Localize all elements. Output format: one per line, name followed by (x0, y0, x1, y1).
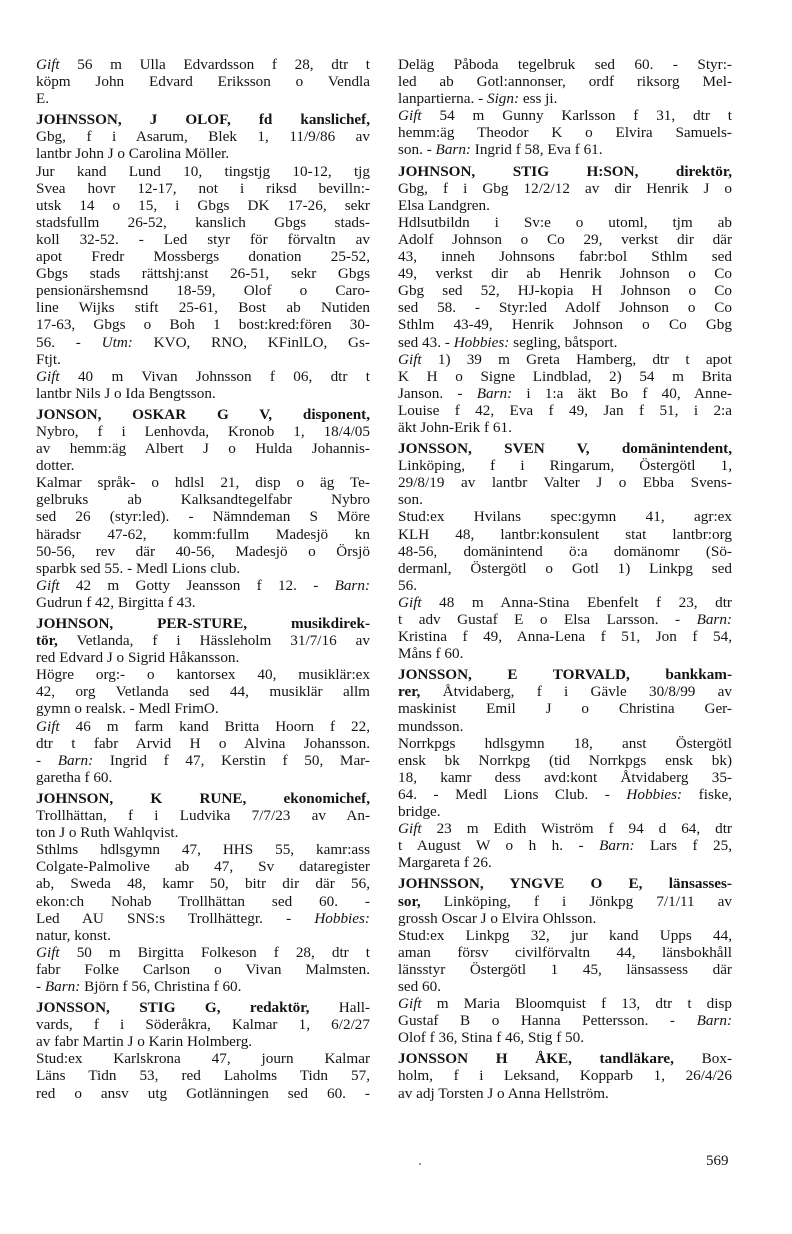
text-line (36, 632, 370, 649)
text-run: stadsfullm 26-52, kanslich Gbgs stads- (36, 213, 370, 231)
text-run: Vetlanda, f i Hässleholm 31/7/16 av (57, 632, 370, 650)
text-run: segling, båtsport. (509, 333, 618, 351)
text-run: Linköping, f i Ringarum, Östergötl 1, (398, 457, 732, 475)
text-line (36, 735, 370, 752)
text-run: ensk bk Norrkpg (tid Norrkpgs ensk bk) (398, 751, 732, 769)
text-line (398, 440, 732, 457)
text-run: maskinist Emil J o Christina Ger- (398, 700, 732, 718)
text-line (398, 820, 732, 837)
text-run: Louise f 42, Eva f 49, Jan f 51, i 2:a (398, 401, 732, 419)
text-run: t August W o h h. - (398, 837, 600, 855)
text-line (36, 875, 370, 892)
text-run: Linköping, f i Jönkpg 7/1/11 av (420, 892, 732, 910)
text-run: köpm John Edvard Eriksson o Vendla (36, 73, 370, 91)
text-run: häradsr 47-62, komm:fullm Madesjö kn (36, 525, 370, 543)
text-run: fabr Folke Carlson o Vivan Malmsten. (36, 960, 370, 978)
entry-heading: JOHNSSON, YNGVE O E, länsasses- (398, 875, 732, 893)
text-line (398, 526, 732, 543)
text-run: dotter. (36, 457, 75, 475)
text-run: dtr t fabr Arvid H o Alvina Johansson. (36, 734, 370, 752)
text-run: Kristina f 49, Anna-Lena f 51, Jon f 54, (398, 628, 732, 646)
text-run: Måns f 60. (398, 645, 464, 663)
text-line (398, 944, 732, 961)
text-line (36, 128, 370, 145)
text-line (36, 649, 370, 666)
page-number: 569 (706, 1153, 729, 1169)
text-run: ab, Sweda 48, kamr 50, bitr dir där 56, (36, 875, 370, 893)
text-line (398, 508, 732, 525)
text-line (36, 406, 370, 423)
text-run: mundsson. (398, 717, 464, 735)
italic-label: Barn: (696, 1012, 732, 1030)
text-line (36, 807, 370, 824)
entry-heading: JONSSON, STIG G, redaktör, (36, 999, 310, 1017)
text-line (36, 231, 370, 248)
text-line (398, 419, 732, 436)
text-line (398, 334, 732, 351)
text-run: Stud:ex Linkpg 32, jur kand Upps 44, (398, 926, 732, 944)
italic-label: Barn: (334, 576, 370, 594)
text-run: 64. - Medl Lions Club. - (398, 785, 627, 803)
text-run: i 1:a äkt Bo f 40, Anne- (512, 384, 732, 402)
text-line (36, 700, 370, 717)
text-run: Trollhättan, f i Ludvika 7/7/23 av An- (36, 807, 370, 825)
entry-heading: rer, (398, 683, 421, 701)
text-line (36, 615, 370, 632)
entry-heading: JONSSON H ÅKE, tandläkare, (398, 1050, 674, 1068)
text-line (398, 961, 732, 978)
text-run: Colgate-Palmolive ab 47, Sv dataregister (36, 858, 370, 876)
text-line (36, 457, 370, 474)
text-run: ton J o Ruth Wahlqvist. (36, 824, 179, 842)
text-line (398, 299, 732, 316)
text-run: 40 m Vivan Johnsson f 06, dtr t (59, 367, 370, 385)
text-run: Deläg Påboda tegelbruk sed 60. - Styr:- (398, 56, 732, 73)
entry-heading: JONSSON, SVEN V, domänintendent, (398, 440, 732, 458)
text-run: 29/8/19 av lantbr Valter J o Ebba Svens- (398, 474, 732, 492)
text-line (36, 197, 370, 214)
text-run: Svea hovr 12-17, not i riksd bevilln:- (36, 179, 370, 197)
text-run: 42 m Gotty Jeansson f 12. - (59, 576, 335, 594)
text-line (36, 683, 370, 700)
text-run: av hemm:äg Albert J o Hulda Johannis- (36, 440, 370, 458)
text-run: gymn o realsk. - Medl FrimO. (36, 700, 219, 718)
text-line (36, 1067, 370, 1084)
text-run: hemm:äg Theodor K o Elvira Samuels- (398, 124, 732, 142)
italic-label: Gift (36, 56, 60, 73)
text-line (36, 145, 370, 162)
text-run: red o ansv utg Gotlänningen sed 60. - (36, 1084, 370, 1102)
text-line (398, 73, 732, 90)
text-line (36, 944, 370, 961)
text-run: Olof f 36, Stina f 46, Stig f 50. (398, 1029, 585, 1047)
text-line (398, 90, 732, 107)
text-line (36, 978, 370, 995)
italic-label: Barn: (696, 611, 732, 628)
text-run: Box- (673, 1050, 733, 1068)
entry-heading: sor, (398, 892, 421, 910)
text-line (36, 999, 370, 1016)
text-run: sparbk sed 55. - Medl Lions club. (36, 559, 241, 577)
text-line (398, 594, 732, 611)
text-line (398, 107, 732, 124)
italic-label: Hobbies: (626, 785, 683, 803)
text-line (398, 752, 732, 769)
text-run: gelbruks ab Kalksandtegelfabr Nybro (36, 491, 370, 509)
text-line (36, 265, 370, 282)
text-run: Åtvidaberg, f i Gävle 30/8/99 av (420, 683, 732, 701)
text-run: Högre org:- o kantorsex 40, musiklär:ex (36, 666, 370, 684)
right-column (398, 56, 732, 1102)
text-line (36, 180, 370, 197)
italic-label: Barn: (476, 384, 513, 402)
text-line (36, 163, 370, 180)
text-run: sed 26 (styr:led). - Nämndeman S Möre (36, 508, 370, 526)
text-line (36, 752, 370, 769)
text-run: Gustaf B o Hanna Pettersson. - (398, 1012, 697, 1030)
text-run: äkt John-Erik f 61. (398, 418, 512, 436)
text-line (398, 786, 732, 803)
text-line (36, 560, 370, 577)
text-line (398, 474, 732, 491)
text-run: Stud:ex Karlskrona 47, journ Kalmar (36, 1050, 370, 1068)
text-line (36, 1033, 370, 1050)
text-line (36, 790, 370, 807)
text-run: Hall- (309, 999, 370, 1017)
text-line (36, 718, 370, 735)
text-run: holm, f i Leksand, Kopparb 1, 26/4/26 (398, 1067, 732, 1085)
text-line (36, 440, 370, 457)
text-line (398, 577, 732, 594)
italic-label: Sign: (486, 90, 520, 108)
text-run: son. (398, 491, 423, 509)
text-run: fiske, (682, 785, 732, 803)
text-line (36, 841, 370, 858)
text-line (398, 666, 732, 683)
text-line (36, 73, 370, 90)
text-line (398, 351, 732, 368)
text-run: ekon:ch Nohab Trollhättan sed 60. - (36, 892, 370, 910)
text-line (398, 1050, 732, 1067)
text-run: grossh Oscar J o Elvira Ohlsson. (398, 909, 597, 927)
italic-label: Gift (398, 820, 422, 838)
text-run: Led AU SNS:s Trollhättegr. - (36, 909, 315, 927)
text-line (36, 910, 370, 927)
text-run: Norrkpgs hdlsgymn 18, anst Östergötl (398, 734, 732, 752)
text-run: E. (36, 90, 50, 108)
text-line (398, 402, 732, 419)
text-line (398, 628, 732, 645)
text-line (36, 858, 370, 875)
text-run: son. - (398, 141, 436, 159)
text-run: Lars f 25, (634, 837, 732, 855)
text-line (398, 645, 732, 662)
text-line (36, 111, 370, 128)
italic-label: Gift (398, 995, 422, 1013)
entry-heading: JOHNSSON, J OLOF, fd kanslichef, (36, 111, 370, 129)
text-line (398, 180, 732, 197)
text-line (36, 1016, 370, 1033)
text-run: av adj Torsten J o Anna Hellström. (398, 1084, 609, 1102)
text-line (398, 368, 732, 385)
text-run: 48 m Anna-Stina Ebenfelt f 23, dtr (421, 593, 732, 611)
text-line (398, 560, 732, 577)
text-run: Jur kand Lund 10, tingstjg 10-12, tjg (36, 162, 370, 180)
text-line (36, 423, 370, 440)
text-line (36, 666, 370, 683)
text-run: Sthlm 43-49, Henrik Johnson o Co Gbg (398, 316, 732, 334)
text-line (398, 248, 732, 265)
text-line (398, 457, 732, 474)
text-run: utsk 14 o 15, i Gbgs DK 17-26, sekr (36, 196, 370, 214)
text-run: Adolf Johnson o Co 29, verkst dir där (398, 230, 732, 248)
text-line (398, 1029, 732, 1046)
text-run: pensionärshemsnd 18-59, Olof o Caro- (36, 282, 370, 300)
text-run: Ingrid f 47, Kerstin f 50, Mar- (93, 751, 370, 769)
italic-label: Gift (36, 717, 60, 735)
text-line (36, 769, 370, 786)
text-run: Gbgs stads rättshj:anst 26-51, sekr Gbgs (36, 265, 370, 283)
text-run: länsstyr Östergötl 1 45, länsassess där (398, 960, 732, 978)
text-run: vards, f i Söderåkra, Kalmar 1, 6/2/27 (36, 1016, 370, 1034)
text-run: bridge. (398, 803, 441, 821)
text-line (36, 508, 370, 525)
text-line (398, 282, 732, 299)
text-run: sed 58. - Styr:led Adolf Johnson o Co (398, 299, 732, 317)
italic-label: Gift (398, 350, 422, 368)
text-run: - (36, 977, 45, 995)
text-line (36, 526, 370, 543)
text-run: Gudrun f 42, Birgitta f 43. (36, 593, 196, 611)
text-run: 42, org Vetlanda sed 44, musiklär allm (36, 683, 370, 701)
text-line (36, 248, 370, 265)
text-line (398, 769, 732, 786)
italic-label: Gift (36, 576, 60, 594)
text-line (398, 700, 732, 717)
text-run: 17-63, Gbgs o Boh 1 bost:kred:fören 30- (36, 316, 370, 334)
text-run: Ingrid f 58, Eva f 61. (470, 141, 603, 159)
italic-label: Barn: (599, 837, 635, 855)
text-run: Janson. - (398, 384, 477, 402)
text-line (36, 594, 370, 611)
text-run: 1) 39 m Greta Hamberg, dtr t apot (421, 350, 732, 368)
text-run: 48-56, domänintend ö:a domänomr (Sö- (398, 542, 732, 560)
text-run: Gbg, f i Gbg 12/2/12 av dir Henrik J o (398, 179, 732, 197)
text-run: sed 60. (398, 977, 442, 995)
text-line (398, 124, 732, 141)
text-run: Nybro, f i Lenhovda, Kronob 1, 18/4/05 (36, 422, 370, 440)
text-run: lantbr Nils J o Ida Bengtsson. (36, 384, 216, 402)
entry-heading: JOHNSON, STIG H:SON, direktör, (398, 162, 732, 180)
text-line (36, 334, 370, 351)
text-line (36, 351, 370, 368)
text-line (398, 141, 732, 158)
text-line (36, 491, 370, 508)
text-run: 56. (398, 576, 417, 594)
text-line (36, 214, 370, 231)
print-speck (419, 1163, 421, 1165)
italic-label: Gift (398, 107, 422, 125)
text-line (36, 56, 370, 73)
italic-label: Hobbies: (314, 909, 370, 927)
text-run: Stud:ex Hvilans spec:gymn 41, agr:ex (398, 508, 732, 526)
text-line (398, 718, 732, 735)
text-line (398, 543, 732, 560)
text-run: 46 m farm kand Britta Hoorn f 22, (59, 717, 370, 735)
text-line (36, 577, 370, 594)
text-run: led ab Gotl:annonser, ordf riksorg Mel- (398, 73, 732, 91)
text-run: K H o Signe Lindblad, 2) 54 m Brita (398, 367, 732, 385)
italic-label: Gift (398, 593, 422, 611)
text-run: 56 m Ulla Edvardsson f 28, dtr t (59, 56, 370, 73)
text-line (36, 893, 370, 910)
text-line (398, 1067, 732, 1084)
text-run: apot Fredr Mossbergs donation 25-52, (36, 248, 370, 266)
text-line (398, 265, 732, 282)
text-line (398, 197, 732, 214)
entry-heading: JOHNSON, PER-STURE, musikdirek- (36, 615, 370, 632)
text-line (36, 927, 370, 944)
text-run: aman försv civilförvaltn 44, länsbokhåll (398, 943, 732, 961)
text-line (36, 282, 370, 299)
italic-label: Utm: (101, 333, 133, 351)
text-line (398, 214, 732, 231)
entry-heading: tör, (36, 632, 58, 650)
text-line (398, 56, 732, 73)
text-run: red Edvard J o Sigrid Håkansson. (36, 649, 240, 667)
text-line (398, 893, 732, 910)
entry-heading: JONSON, OSKAR G V, disponent, (36, 405, 370, 423)
text-line (398, 875, 732, 892)
text-line (36, 1085, 370, 1102)
text-run: - (36, 751, 58, 769)
text-run: 56. - (36, 333, 102, 351)
text-line (398, 1012, 732, 1029)
text-run: 50 m Birgitta Folkeson f 28, dtr t (59, 943, 370, 961)
text-run: 43, inneh Johnsons fabr:bol Sthlm sed (398, 248, 732, 266)
left-column (36, 56, 370, 1102)
text-line (398, 683, 732, 700)
text-line (398, 995, 732, 1012)
text-run: line Wijks stift 25-61, Bost ab Nutiden (36, 299, 370, 317)
text-run: 23 m Edith Wiström f 94 d 64, dtr (421, 820, 732, 838)
text-run: Elsa Landgren. (398, 196, 490, 214)
text-line (36, 299, 370, 316)
italic-label: Barn: (57, 751, 94, 769)
text-run: Läns Tidn 53, red Laholms Tidn 57, (36, 1067, 370, 1085)
text-run: Gbg, f i Asarum, Blek 1, 11/9/86 av (36, 128, 370, 146)
entry-heading: JOHNSON, K RUNE, ekonomichef, (36, 789, 370, 807)
text-run: ess ji. (519, 90, 558, 108)
text-line (398, 978, 732, 995)
text-line (36, 316, 370, 333)
text-run: sed 43. - (398, 333, 454, 351)
text-run: Ftjt. (36, 350, 61, 368)
text-run: Margareta f 26. (398, 854, 492, 872)
text-run: garetha f 60. (36, 768, 113, 786)
italic-label: Gift (36, 367, 60, 385)
text-line (398, 385, 732, 402)
text-line (398, 735, 732, 752)
text-line (36, 543, 370, 560)
italic-label: Hobbies: (453, 333, 510, 351)
entry-heading: JONSSON, E TORVALD, bankkam- (398, 666, 732, 684)
text-line (398, 163, 732, 180)
text-run: koll 32-52. - Led styr för förvaltn av (36, 230, 370, 248)
text-run: m Maria Bloomquist f 13, dtr t disp (421, 995, 732, 1013)
text-line (36, 1050, 370, 1067)
italic-label: Barn: (44, 977, 81, 995)
text-run: Gbg sed 52, HJ-kopia H Johnson o Co (398, 282, 732, 300)
italic-label: Gift (36, 943, 60, 961)
text-line (398, 491, 732, 508)
text-line (36, 368, 370, 385)
text-run: lantbr John J o Carolina Möller. (36, 145, 230, 163)
text-run: KVO, RNO, KFinlLO, Gs- (132, 333, 370, 351)
text-line (398, 1085, 732, 1102)
text-run: t adv Gustaf E o Elsa Larsson. - (398, 611, 697, 628)
italic-label: Barn: (435, 141, 471, 159)
text-line (398, 837, 732, 854)
text-line (36, 961, 370, 978)
text-line (398, 231, 732, 248)
text-run: lanpartierna. - (398, 90, 487, 108)
text-run: Björn f 56, Christina f 60. (80, 977, 242, 995)
text-line (398, 316, 732, 333)
text-run: 49, verkst dir ab Henrik Johnson o Co (398, 265, 732, 283)
text-run: av fabr Martin J o Karin Holmberg. (36, 1033, 253, 1051)
text-line (36, 385, 370, 402)
text-run: 18, kamr dess avd:kont Åtvidaberg 35- (398, 768, 732, 786)
text-line (398, 803, 732, 820)
text-line (398, 611, 732, 628)
text-line (36, 474, 370, 491)
text-line (398, 910, 732, 927)
text-run: 54 m Gunny Karlsson f 31, dtr t (421, 107, 732, 125)
text-run: 50-56, rev där 40-56, Madesjö o Örsjö (36, 542, 370, 560)
text-run: KLH 48, lantbr:konsulent stat lantbr:org (398, 525, 732, 543)
text-run: Sthlms hdlsgymn 47, HHS 55, kamr:ass (36, 841, 370, 859)
text-line (398, 854, 732, 871)
text-run: Kalmar språk- o hdlsl 21, disp o äg Te- (36, 474, 370, 492)
text-line (36, 824, 370, 841)
text-line (36, 90, 370, 107)
text-line (398, 927, 732, 944)
text-run: Hdlsutbildn i Sv:e o utoml, tjm ab (398, 213, 732, 231)
text-run: dermanl, Östergötl o Gotl 1) Linkpg sed (398, 559, 732, 577)
text-run: natur, konst. (36, 926, 111, 944)
